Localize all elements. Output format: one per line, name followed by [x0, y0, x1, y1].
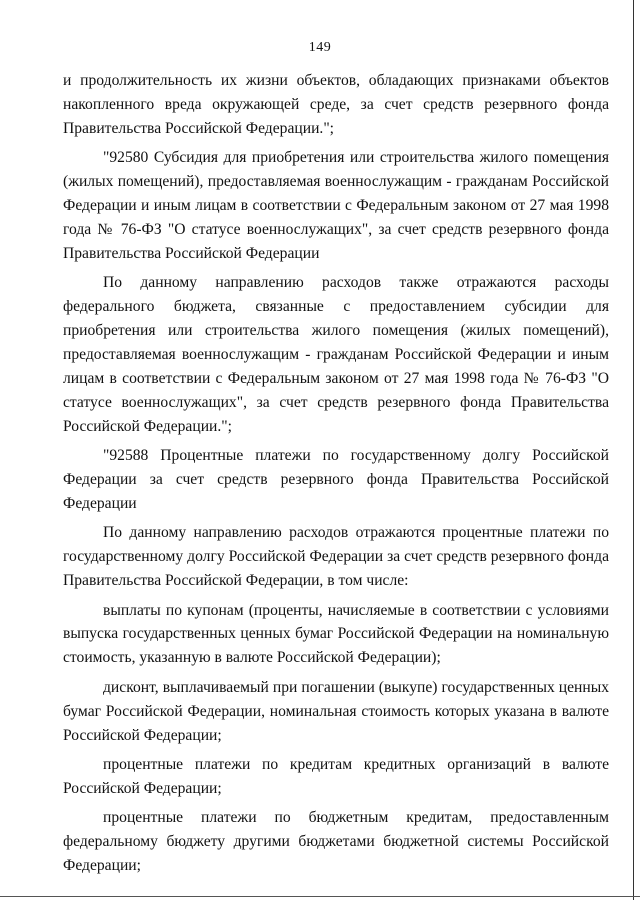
list-item-coupons: выплаты по купонам (проценты, начисляемые в соответствии с условиями выпуска государственных ценных бумаг Российской Федерации на номинальную стоимость, указанную в валюте Российской Федерации);: [63, 601, 609, 667]
scan-edge-right: [633, 0, 634, 900]
paragraph-92580-description: По данному направлению расходов также отражаются расходы федерального бюджета, связанные с предоставлением субсидии для приобретения или строительства жилого помещения (жилых помещений), предоставляемая военнослужащим - гражданам Российской Федерации и иным лицам в соответствии с Федеральным законом от 27 мая 1998 года № 76-ФЗ "О статусе военнослужащих", за счет средств резервного фонда Правительства Российской Федерации.";: [63, 274, 609, 435]
paragraph-continuation: и продолжительность их жизни объектов, обладающих признаками объектов накопленного вреда окружающей среде, за счет средств резервного фонда Правительства Российской Федерации.";: [63, 72, 609, 137]
page-number: 149: [308, 40, 332, 55]
scan-edge-bottom: [0, 896, 640, 897]
list-item-budget-credits: процентные платежи по бюджетным кредитам, предоставленным федеральному бюджету другими бюджетами бюджетной системы Российской Федерации;: [63, 809, 609, 875]
paragraph-92588-heading: "92588 Процентные платежи по государственному долгу Российской Федерации за счет средств резервного фонда Правительства Российской Федерации: [63, 447, 609, 512]
list-item-discount: дисконт, выплачиваемый при погашении (выкупе) государственных ценных бумаг Российской Федерации, номинальная стоимость которых указана в валюте Российской Федерации;: [63, 678, 609, 744]
list-item-bank-credits: процентные платежи по кредитам кредитных организаций в валюте Российской Федерации;: [63, 755, 609, 797]
paragraph-92588-description: По данному направлению расходов отражаются процентные платежи по государственному долгу Российской Федерации за счет средств резервного фонда Правительства Российской Федерации, в том числе:: [63, 524, 609, 590]
document-body: [63, 69, 609, 878]
paragraph-92580-heading: "92580 Субсидия для приобретения или строительства жилого помещения (жилых помещений), предоставляемая военнослужащим - гражданам Российской Федерации и иным лицам в соответствии с Федеральным законом от 27 мая 1998 года № 76-ФЗ "О статусе военнослужащих", за счет средств резервного фонда Правительства Российской Федерации: [63, 149, 609, 262]
